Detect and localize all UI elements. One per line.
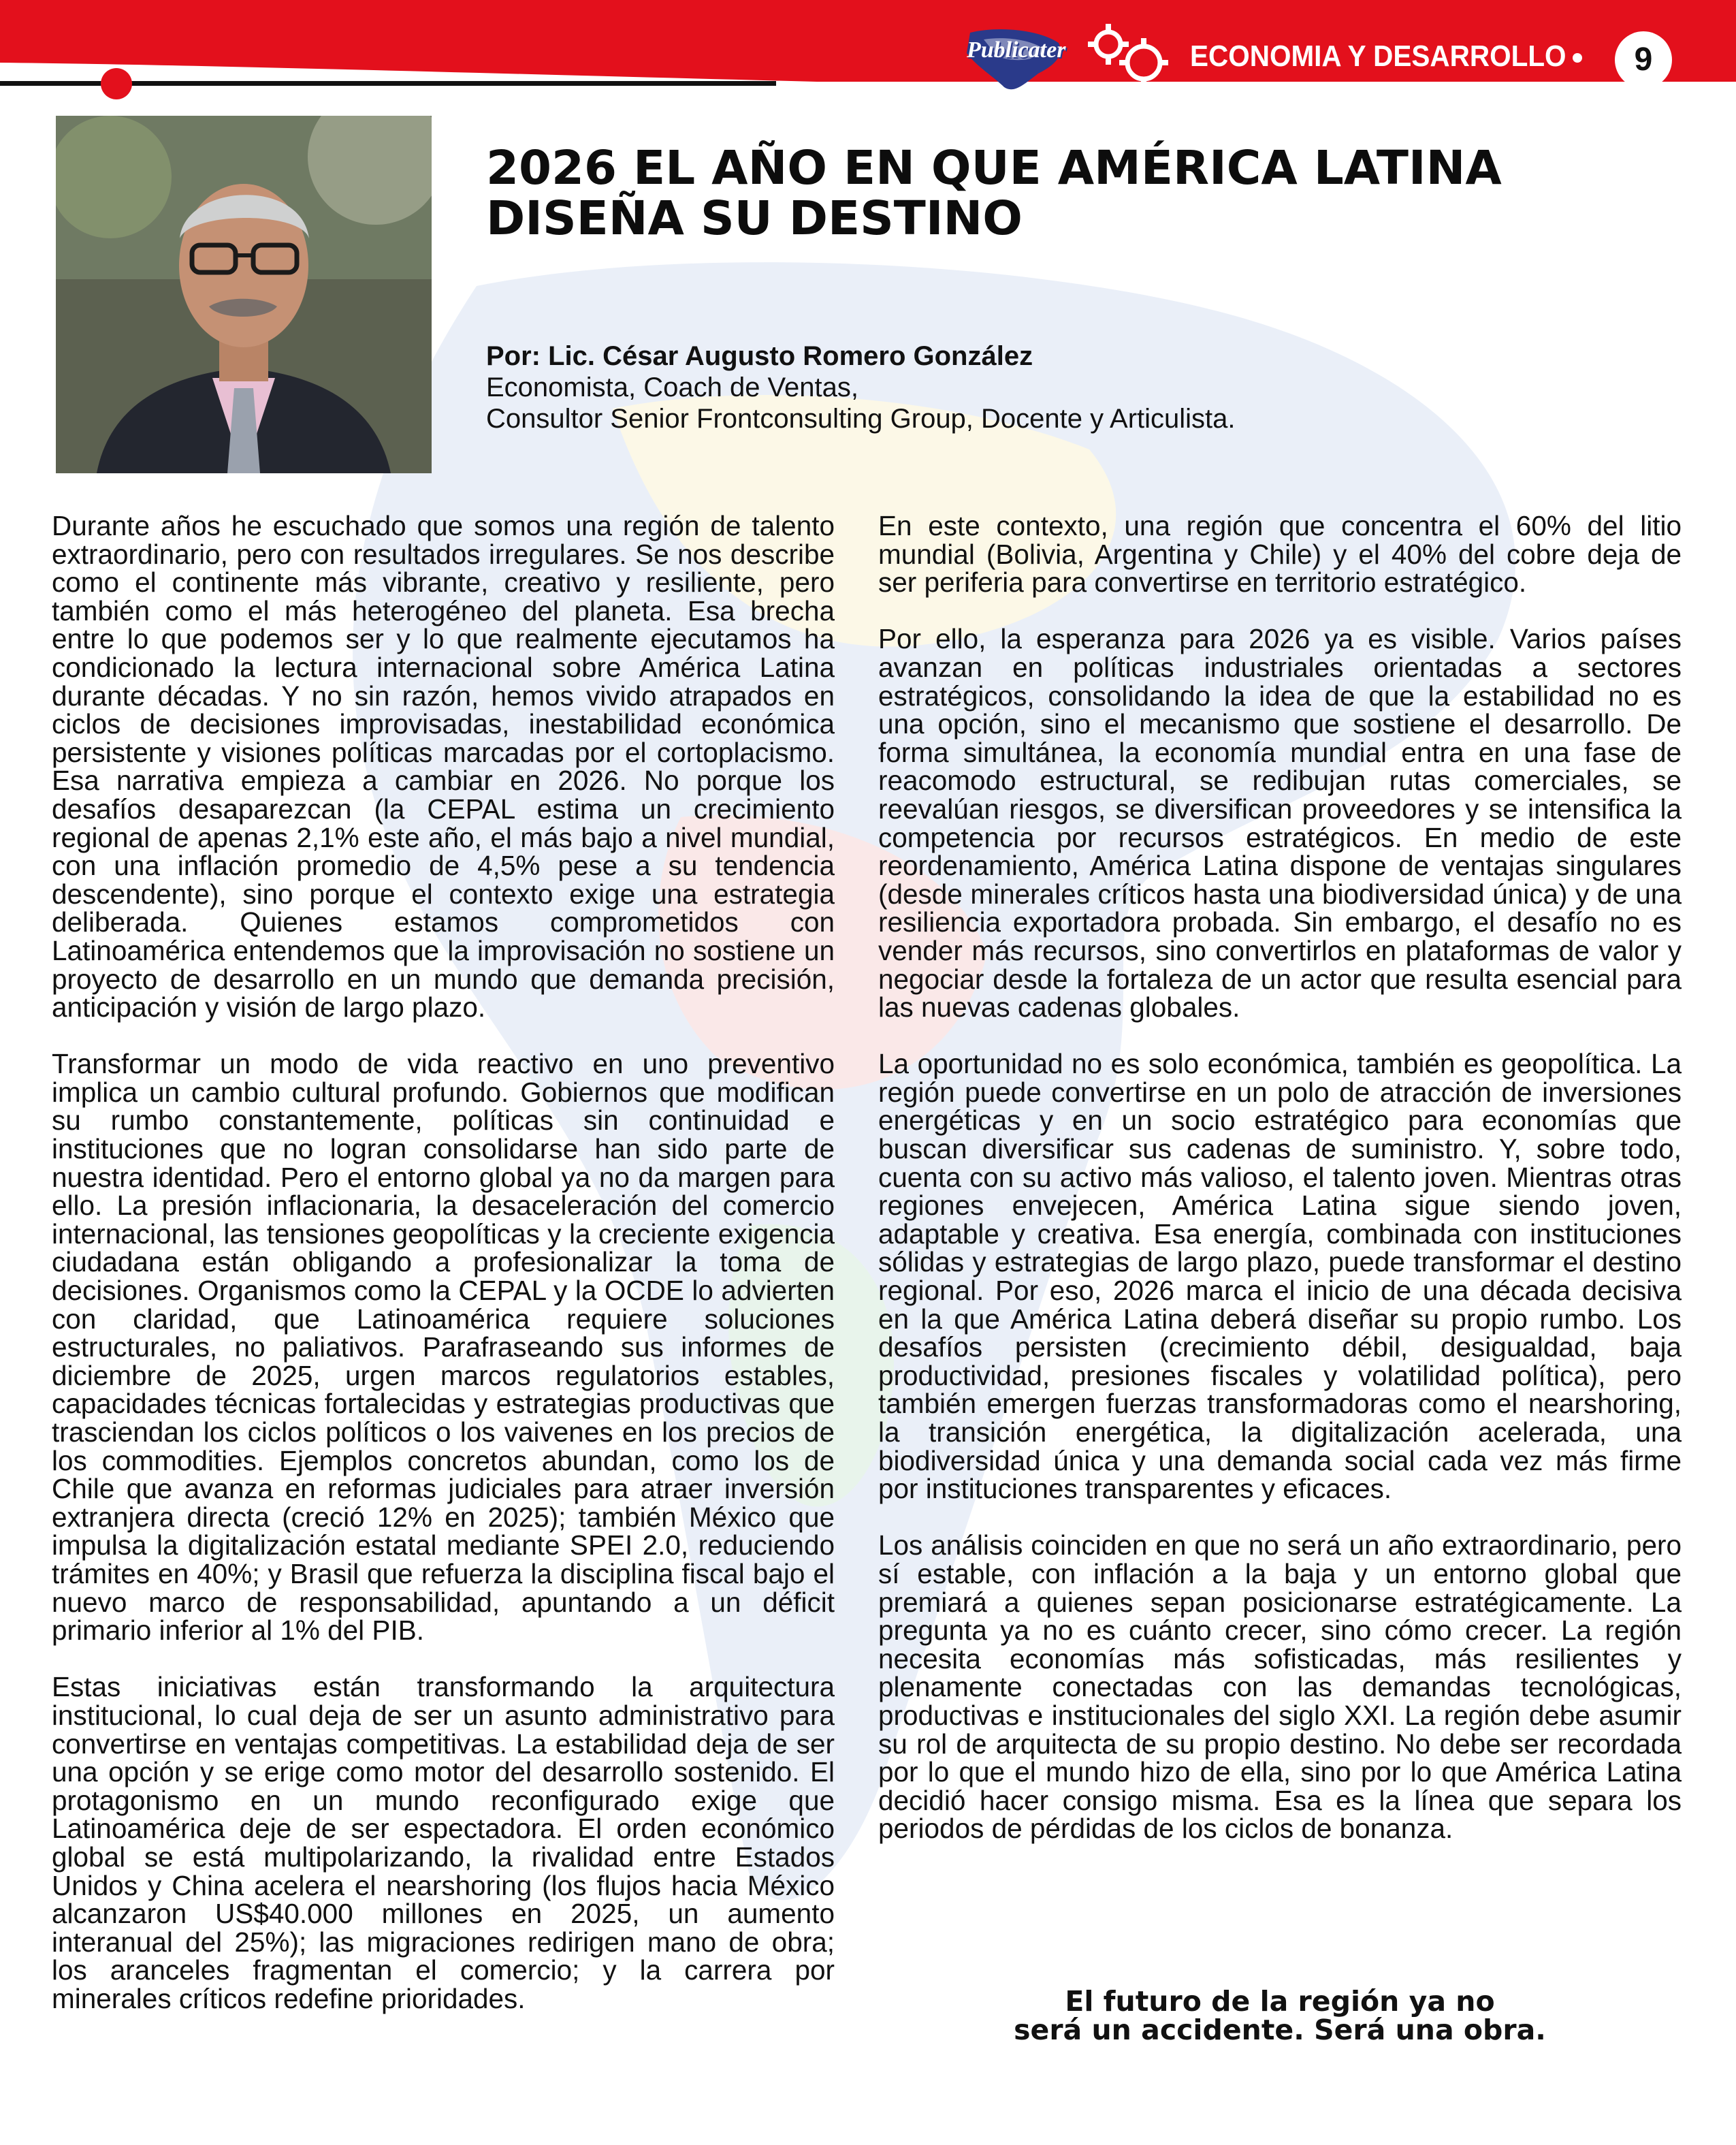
author-photo bbox=[56, 116, 432, 473]
author-role-1: Economista, Coach de Ventas, bbox=[486, 372, 858, 402]
author-role-2: Consultor Senior Frontconsulting Group, Docente y Articulista. bbox=[486, 404, 1236, 434]
byline-block bbox=[486, 340, 1236, 434]
left-column bbox=[52, 512, 835, 2013]
closing-line-1: El futuro de la región ya no bbox=[1065, 1985, 1495, 2018]
title-line-2: DISEÑA SU DESTINO bbox=[486, 191, 1023, 246]
brand-logo: Publicater bbox=[967, 37, 1066, 63]
paragraph: La oportunidad no es solo económica, también es geopolítica. La región puede convertirse en un polo de atracción de inversiones energéticas y en un socio estratégico para economías que buscan diversificar sus cadenas de suministro. Y, sobre todo, cuenta con su activo más valioso, el talento joven. Mientras otras regiones envejecen, América Latina sigue siendo joven, adaptable y creativa. Esa energía, combinada con instituciones sólidas y estrategias de largo plazo, puede transformar el destino regional. Por eso, 2026 marca el inicio de una década decisiva en la que América Latina deberá diseñar su propio rumbo. Los desafíos persisten (crecimiento débil, desigualdad, baja productividad, presiones fiscales y volatilidad política), pero también emergen fuerzas transformadoras como el nearshoring, la transición energética, la digitalización acelerada, una biodiversidad única y una demanda social cada vez más firme por instituciones transparentes y eficaces. bbox=[878, 1048, 1682, 1505]
page-number: 9 bbox=[1615, 31, 1672, 89]
section-title: ECONOMIA Y DESARROLLO bbox=[1190, 39, 1566, 73]
article-title bbox=[486, 143, 1705, 244]
right-column bbox=[878, 512, 1682, 1843]
paragraph: Estas iniciativas están transformando la arquitectura institucional, lo cual deja de ser un asunto administrativo para convertirse en ventajas competitivas. La estabilidad deja de ser una opción y se erige como motor del desarrollo sostenido. El protagonismo en un mundo reconfigurado exige que Latinoamérica deje de ser espectadora. El orden económico global se está multipolarizando, la rivalidad entre Estados Unidos y China acelera el nearshoring (los flujos hacia México alcanzaron US$40.000 millones en 2025, un aumento interanual del 25%); las migraciones redirigen mano de obra; los aranceles fragmentan el comercio; y la carrera por minerales críticos redefine prioridades. bbox=[52, 1671, 835, 2014]
paragraph: Por ello, la esperanza para 2026 ya es visible. Varios países avanzan en políticas industriales orientadas a sectores estratégicos, consolidando la idea de que la estabilidad no es una opción, sino el mecanismo que sostiene el desarrollo. De forma simultánea, la economía mundial entra en una fase de reacomodo estructural, se redibujan rutas comerciales, se reevalúan riesgos, se diversifican proveedores y se intensifica la competencia por recursos estratégicos. En medio de este reordenamiento, América Latina dispone de ventajas singulares (desde minerales críticos hasta una biodiversidad única) y de una resiliencia exportadora probada. Sin embargo, el desafío no es vender más recursos, sino convertirlos en plataformas de valor y negociar desde la fortaleza de un actor que resulta esencial para las nuevas cadenas globales. bbox=[878, 623, 1682, 1023]
paragraph: Transformar un modo de vida reactivo en uno preventivo implica un cambio cultural profundo. Gobiernos que modifican su rumbo constantemente, políticas sin continuidad e instituciones que no logran consolidarse han sido parte de nuestra identidad. Pero el entorno global ya no da margen para ello. La presión inflacionaria, la desaceleración del comercio internacional, las tensiones geopolíticas y la creciente exigencia ciudadana están obligando a profesionalizar la toma de decisiones. Organismos como la CEPAL y la OCDE lo advierten con claridad, que Latinoamérica requiere soluciones estructurales, no paliativos. Parafraseando sus informes de diciembre de 2025, urgen marcos regulatorios estables, capacidades técnicas fortalecidas y estrategias productivas que trasciendan los ciclos políticos o los vaivenes en los precios de los commodities. Ejemplos concretos abundan, como los de Chile que avanza en reformas judiciales para atraer inversión extranjera directa (creció 12% en 2025); también México que impulsa la digitalización estatal mediante SPEI 2.0, reduciendo trámites en 40%; y Brasil que refuerza la disciplina fiscal bajo el nuevo marco de responsabilidad, apuntando a un déficit primario inferior al 1% del PIB. bbox=[52, 1048, 835, 1647]
paragraph: En este contexto, una región que concentra el 60% del litio mundial (Bolivia, Argentina y Chile) y el 40% del cobre deja de ser periferia para convertirse en territorio estratégico. bbox=[878, 510, 1682, 599]
closing-line-2: será un accidente. Será una obra. bbox=[1014, 2014, 1546, 2046]
title-line-1: 2026 EL AÑO EN QUE AMÉRICA LATINA bbox=[486, 141, 1502, 195]
header-bullet bbox=[1573, 53, 1582, 63]
paragraph: Los análisis coinciden en que no será un año extraordinario, pero sí estable, con inflación a la baja y un entorno global que premiará a quienes sepan posicionarse estratégicamente. La pregunta ya no es cuánto crecer, sino cómo crecer. La región necesita economías más sofisticadas, más resilientes y plenamente conectadas con las demandas tecnológicas, productivas e institucionales del siglo XXI. La región debe asumir su rol de arquitecta de su propio destino. No debe ser recordada por lo que el mundo hizo de ella, sino por lo que América Latina decidió hacer consigo misma. Esa es la línea que separa los periodos de pérdidas de los ciclos de bonanza. bbox=[878, 1529, 1682, 1845]
author-byline: Por: Lic. César Augusto Romero González bbox=[486, 341, 1033, 371]
closing-statement bbox=[878, 1987, 1682, 2044]
paragraph: Durante años he escuchado que somos una región de talento extraordinario, pero con resultados irregulares. Se nos describe como el continente más vibrante, creativo y resiliente, pero también como el más heterogéneo del planeta. Esa brecha entre lo que podemos ser y lo que realmente ejecutamos ha condicionado la lectura internacional sobre América Latina durante décadas. Y no sin razón, hemos vivido atrapados en ciclos de decisiones improvisadas, inestabilidad económica persistente y visiones políticas marcadas por el cortoplacismo. Esa narrativa empieza a cambiar en 2026. No porque los desafíos desaparezcan (la CEPAL estima un crecimiento regional de apenas 2,1% este año, el más bajo a nivel mundial, con una inflación promedio de 4,5% pese a su tendencia descendente), sino porque el contexto exige una estrategia deliberada. Quienes estamos comprometidos con Latinoamérica entendemos que la improvisación no sostiene un proyecto de desarrollo en un mundo que demanda precisión, anticipación y visión de largo plazo. bbox=[52, 510, 835, 1023]
gears-icon bbox=[1082, 20, 1171, 89]
header-rule-dot bbox=[101, 68, 132, 99]
